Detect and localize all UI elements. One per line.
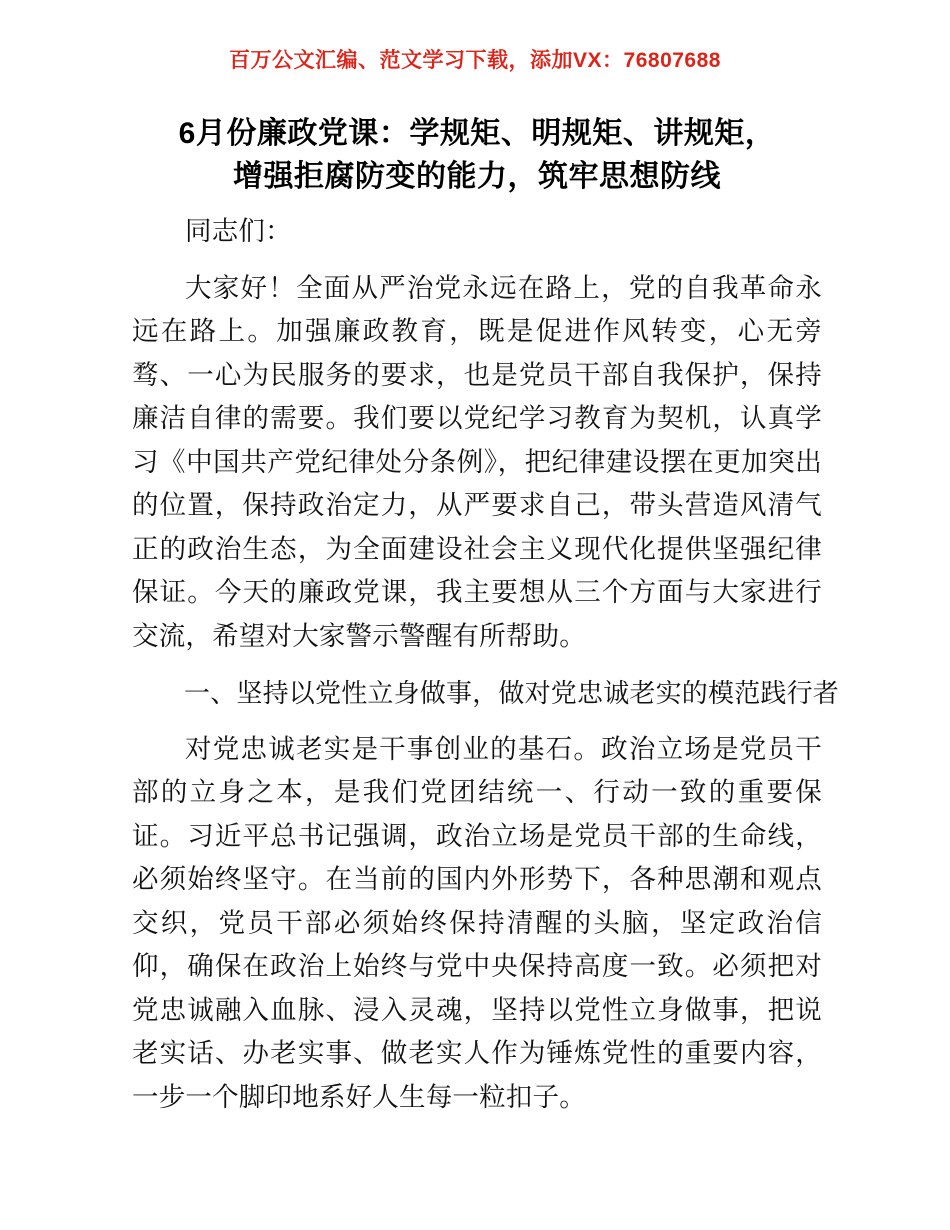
body-paragraph: 大家好！全面从严治党永远在路上，党的自我革命永远在路上。加强廉政教育，既是促进作风转变，心无旁骛、一心为民服务的要求，也是党员干部自我保护，保持廉洁自律的需要。我们要以党纪学习教育为契机，认真学习《中国共产党纪律处分条例》，把纪律建设摆在更加突出的位置，保持政治定力，从严要求自己，带头营造风清气正的政治生态，为全面建设社会主义现代化提供坚强纪律保证。今天的廉政党课，我主要想从三个方面与大家进行交流，希望对大家警示警醒有所帮助。 <box>132 272 822 651</box>
page-title-line-2: 增强拒腐防变的能力，筑牢思想防线 <box>233 160 721 193</box>
page-title <box>132 112 822 198</box>
section-heading-one: 一、坚持以党性立身做事，做对党忠诚老实的模范践行者 <box>184 678 840 708</box>
document-body <box>132 210 840 1119</box>
promo-banner-text: 百万公文汇编、范文学习下载，添加VX：76807688 <box>229 49 721 72</box>
page-title-line-1: 6月份廉政党课：学规矩、明规矩、讲规矩， <box>178 117 776 150</box>
salutation: 同志们： <box>185 216 292 246</box>
body-paragraph: 对党忠诚老实是干事创业的基石。政治立场是党员干部的立身之本，是我们党团结统一、行动一致的重要保证。习近平总书记强调，政治立场是党员干部的生命线，必须始终坚守。在当前的国内外形势下，各种思潮和观点交织，党员干部必须始终保持清醒的头脑，坚定政治信仰，确保在政治上始终与党中央保持高度一致。必须把对党忠诚融入血脉、浸入灵魂，坚持以党性立身做事，把说老实话、办老实事、做老实人作为锤炼党性的重要内容，一步一个脚印地系好人生每一粒扣子。 <box>132 733 822 1112</box>
